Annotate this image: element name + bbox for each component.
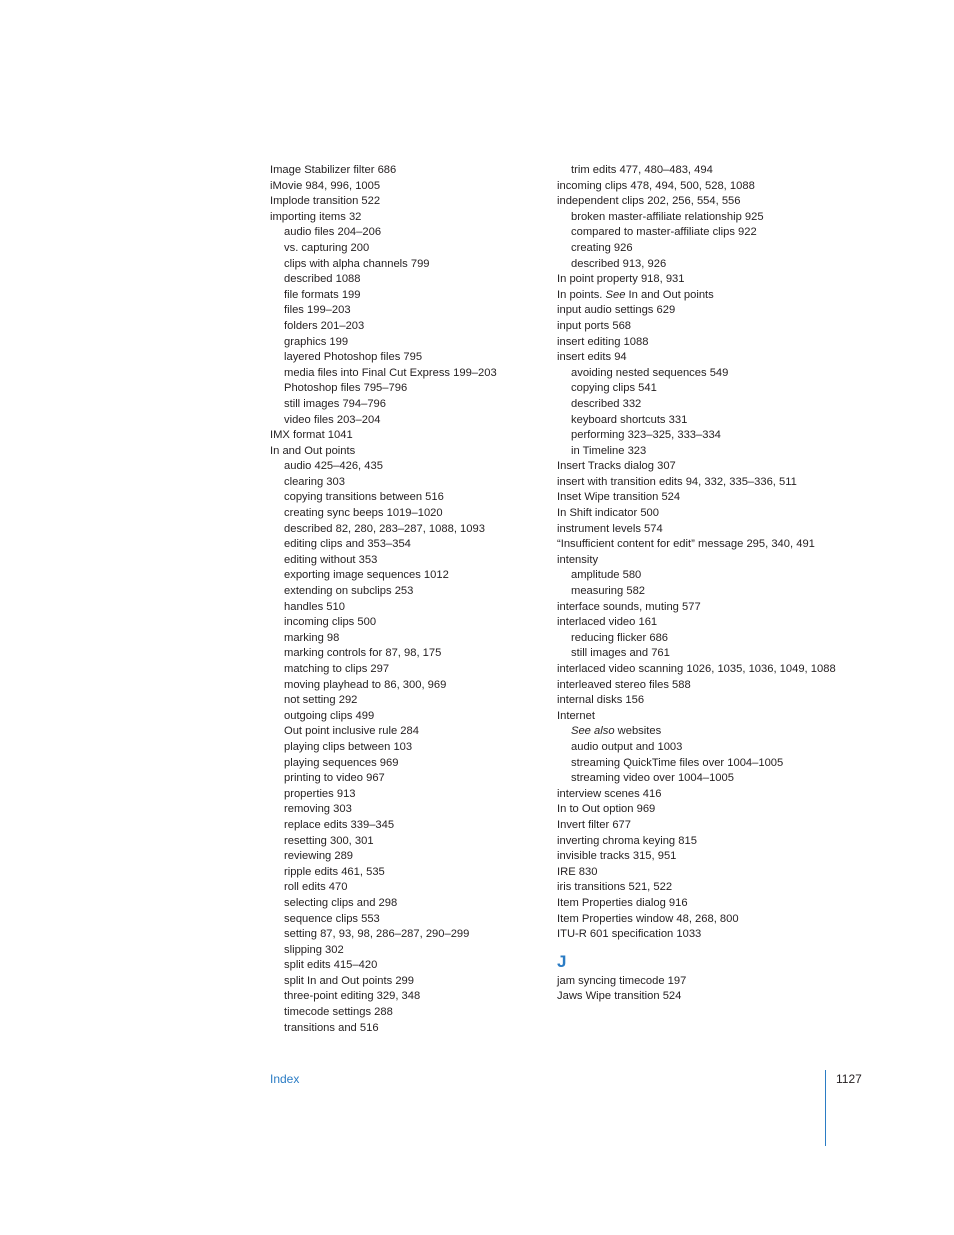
index-subentry: performing 323–325, 333–334: [571, 429, 721, 442]
index-subentry: trim edits 477, 480–483, 494: [571, 164, 713, 176]
index-subentry: Photoshop files 795–796: [284, 382, 408, 395]
index-subentry: resetting 300, 301: [284, 834, 374, 847]
index-subentry: file formats 199: [284, 288, 361, 301]
index-entry: insert with transition edits 94, 332, 335–336, 511: [557, 475, 797, 488]
index-subentry: described 913, 926: [571, 257, 667, 270]
index-subentry: amplitude 580: [571, 569, 642, 582]
index-subentry: moving playhead to 86, 300, 969: [284, 678, 447, 691]
index-subentry: playing clips between 103: [284, 740, 413, 753]
index-subentry: extending on subclips 253: [284, 585, 414, 598]
index-entry: Inset Wipe transition 524: [557, 491, 681, 504]
index-subentry: split edits 415–420: [284, 959, 378, 972]
index-entry: insert editing 1088: [557, 335, 649, 348]
index-entry: In Shift indicator 500: [557, 507, 659, 520]
index-subentry: timecode settings 288: [284, 1006, 393, 1019]
page-number: 1127: [836, 1072, 862, 1086]
index-entry: Internet: [557, 709, 595, 722]
index-subentry: ripple edits 461, 535: [284, 865, 385, 878]
index-subentry: copying transitions between 516: [284, 491, 444, 504]
index-entry: internal disks 156: [557, 694, 645, 707]
index-subentry: selecting clips and 298: [284, 896, 398, 909]
footer-section-label: Index: [270, 1072, 300, 1086]
index-entry: In point property 918, 931: [557, 273, 685, 286]
index-entry: In and Out points: [270, 444, 356, 457]
index-entry: In to Out option 969: [557, 803, 656, 816]
index-subentry: not setting 292: [284, 694, 358, 707]
index-subentry: slipping 302: [284, 943, 344, 956]
index-subentry: broken master-affiliate relationship 925: [571, 210, 764, 223]
index-entry: importing items 32: [270, 210, 362, 223]
index-entry: invisible tracks 315, 951: [557, 850, 677, 863]
index-subentry: three-point editing 329, 348: [284, 990, 421, 1003]
index-subentry: audio files 204–206: [284, 226, 382, 239]
section-letter-heading: J: [557, 951, 567, 971]
index-subentry: layered Photoshop files 795: [284, 351, 423, 364]
index-subentry: compared to master-affiliate clips 922: [571, 226, 757, 239]
index-entry: input audio settings 629: [557, 304, 676, 317]
index-column-right: [557, 163, 847, 1005]
index-subentry: video files 203–204: [284, 413, 381, 426]
index-subentry: still images and 761: [571, 647, 670, 660]
index-subentry: avoiding nested sequences 549: [571, 366, 729, 379]
index-entry: interleaved stereo files 588: [557, 678, 691, 691]
index-subentry: graphics 199: [284, 335, 349, 348]
index-group-j: [557, 974, 847, 1005]
index-subentry: editing without 353: [284, 553, 378, 566]
index-subentry: described 1088: [284, 273, 361, 286]
index-subentry: handles 510: [284, 600, 345, 613]
index-subentry: incoming clips 500: [284, 616, 377, 629]
index-subentry: printing to video 967: [284, 772, 385, 785]
index-subentry: folders 201–203: [284, 319, 365, 332]
index-subentry: audio 425–426, 435: [284, 460, 383, 473]
index-subentry: streaming video over 1004–1005: [571, 772, 734, 785]
index-column-left: [270, 163, 550, 1036]
index-entry: interface sounds, muting 577: [557, 600, 701, 613]
index-entry: independent clips 202, 256, 554, 556: [557, 195, 741, 208]
index-entry: “Insufficient content for edit” message 295, 340, 491: [557, 538, 815, 551]
index-subentry: audio output and 1003: [571, 740, 683, 753]
index-entry: interlaced video scanning 1026, 1035, 1036, 1049, 1088: [557, 663, 836, 675]
index-subentry: described 82, 280, 283–287, 1088, 1093: [284, 522, 485, 535]
index-subentry: split In and Out points 299: [284, 974, 414, 987]
index-entry: iris transitions 521, 522: [557, 881, 673, 894]
index-subentry: editing clips and 353–354: [284, 538, 411, 551]
cross-reference-target: In and Out points: [625, 288, 714, 301]
index-subentry: setting 87, 93, 98, 286–287, 290–299: [284, 928, 470, 941]
index-entry: Implode transition 522: [270, 195, 381, 208]
index-subentry: matching to clips 297: [284, 663, 390, 675]
index-subentry: measuring 582: [571, 585, 646, 598]
index-subentry: Out point inclusive rule 284: [284, 725, 419, 738]
index-entry: ITU-R 601 specification 1033: [557, 928, 702, 941]
index-entry: Insert Tracks dialog 307: [557, 460, 676, 473]
index-subentry: roll edits 470: [284, 881, 348, 894]
index-subentry: marking 98: [284, 631, 340, 644]
index-subentry: playing sequences 969: [284, 756, 399, 769]
index-subentry: marking controls for 87, 98, 175: [284, 647, 442, 660]
index-subentry: clips with alpha channels 799: [284, 257, 430, 270]
index-entry: intensity: [557, 553, 599, 566]
index-subentry: sequence clips 553: [284, 912, 380, 925]
index-entry: iMovie 984, 996, 1005: [270, 179, 381, 192]
index-subentry: keyboard shortcuts 331: [571, 413, 688, 426]
index-subentry: in Timeline 323: [571, 444, 647, 457]
index-subentry: media files into Final Cut Express 199–203: [284, 366, 497, 379]
index-subentry: replace edits 339–345: [284, 818, 395, 831]
cross-reference-target: websites: [614, 725, 662, 738]
index-subentry: exporting image sequences 1012: [284, 569, 449, 582]
index-subentry: removing 303: [284, 803, 352, 816]
index-subentry: described 332: [571, 397, 642, 410]
index-subentry: [557, 724, 847, 740]
index-entry: insert edits 94: [557, 351, 627, 364]
index-entry: Item Properties window 48, 268, 800: [557, 912, 739, 925]
index-entry: IRE 830: [557, 865, 598, 878]
index-subentry: creating sync beeps 1019–1020: [284, 507, 443, 520]
index-subentry: streaming QuickTime files over 1004–1005: [571, 756, 784, 769]
index-subentry: files 199–203: [284, 304, 351, 317]
index-subentry: still images 794–796: [284, 397, 386, 410]
index-subentry: outgoing clips 499: [284, 709, 375, 722]
index-entry: IMX format 1041: [270, 429, 353, 442]
index-entry: instrument levels 574: [557, 522, 663, 535]
index-subentry: transitions and 516: [284, 1021, 379, 1034]
index-entry: Jaws Wipe transition 524: [557, 990, 682, 1003]
entry-text: In points.: [557, 288, 606, 301]
index-entry: jam syncing timecode 197: [557, 974, 687, 987]
index-entry: inverting chroma keying 815: [557, 834, 697, 847]
cross-reference-label: See: [605, 288, 626, 301]
index-entry: Invert filter 677: [557, 818, 631, 831]
cross-reference-label: See also: [571, 725, 615, 738]
index-entry: input ports 568: [557, 319, 632, 332]
footer-divider: [825, 1070, 826, 1146]
index-subentry: properties 913: [284, 787, 356, 800]
index-entry: [557, 288, 847, 304]
index-subentry: vs. capturing 200: [284, 241, 370, 254]
index-entry: incoming clips 478, 494, 500, 528, 1088: [557, 179, 755, 192]
index-subentry: reviewing 289: [284, 850, 354, 863]
index-subentry: copying clips 541: [571, 382, 657, 395]
index-subentry: creating 926: [571, 241, 633, 254]
index-subentry: clearing 303: [284, 475, 345, 488]
index-entry: interview scenes 416: [557, 787, 662, 800]
index-entry: Image Stabilizer filter 686: [270, 164, 397, 176]
index-subentry: reducing flicker 686: [571, 631, 669, 644]
index-group-i: [557, 163, 847, 943]
index-entry: Item Properties dialog 916: [557, 896, 688, 909]
index-entry: interlaced video 161: [557, 616, 658, 629]
